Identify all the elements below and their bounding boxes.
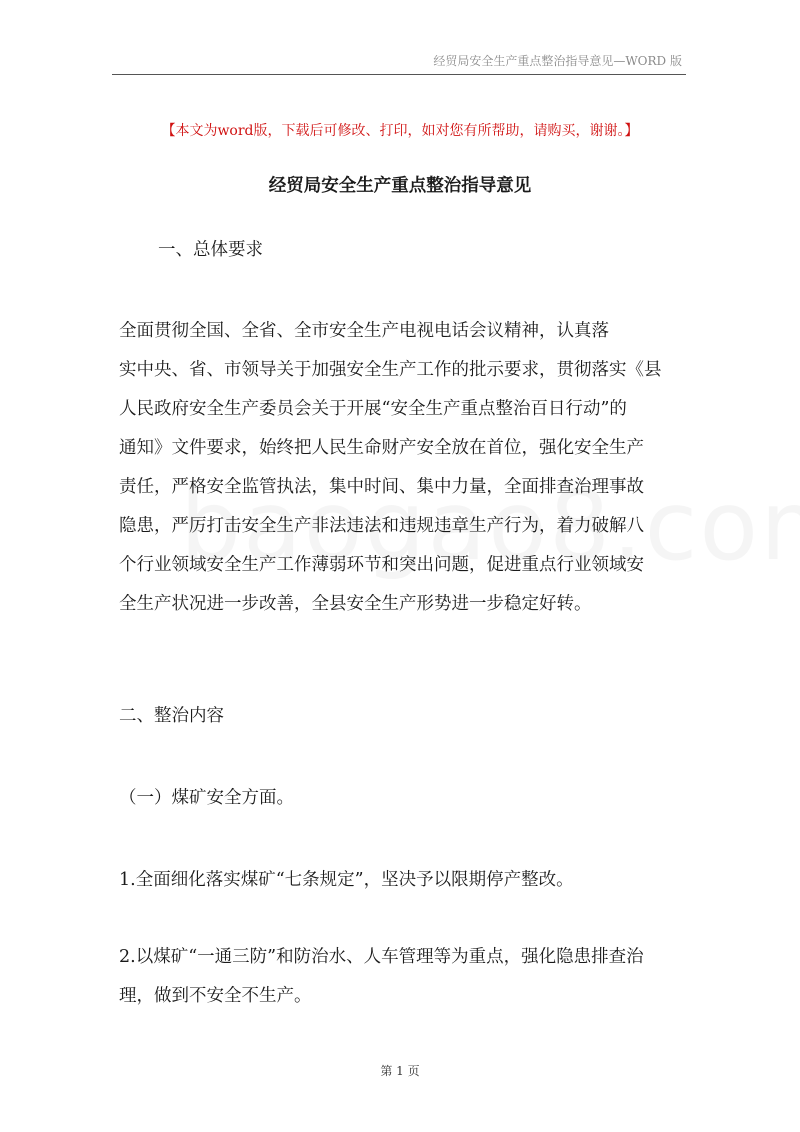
- page-label-prefix: 第: [380, 1064, 393, 1078]
- list-item-2-line: 2.以煤矿“一通三防”和防治水、人车管理等为重点，强化隐患排查治: [119, 947, 644, 967]
- paragraph-line: 全生产状况进一步改善，全县安全生产形势进一步稳定好转。: [119, 594, 592, 614]
- header-divider: [112, 74, 686, 75]
- section-heading-general-requirements: 一、总体要求: [158, 240, 263, 260]
- page-number-footer: [0, 1062, 800, 1079]
- list-item-2-line: 理，做到不安全不生产。: [119, 986, 312, 1006]
- paragraph-line: 全面贯彻全国、全省、全市安全生产电视电话会议精神，认真落: [119, 321, 609, 341]
- paragraph-line: 隐患，严厉打击安全生产非法违法和违规违章生产行为，着力破解八: [119, 516, 644, 536]
- list-item-1: 1.全面细化落实煤矿“七条规定”，坚决予以限期停产整改。: [119, 870, 574, 890]
- purchase-notice: 【本文为word版，下载后可修改、打印，如对您有所帮助，请购买，谢谢。】: [161, 123, 639, 139]
- page-label-suffix: 页: [407, 1064, 420, 1078]
- paragraph-line: 个行业领域安全生产工作薄弱环节和突出问题，促进重点行业领域安: [119, 555, 644, 575]
- general-requirements-paragraph: [119, 312, 684, 624]
- document-title: 经贸局安全生产重点整治指导意见: [268, 176, 532, 196]
- paragraph-line: 实中央、省、市领导关于加强安全生产工作的批示要求，贯彻落实《县: [119, 360, 662, 380]
- subsection-heading-coal-mine-safety: （一）煤矿安全方面。: [119, 788, 294, 808]
- paragraph-line: 人民政府安全生产委员会关于开展“安全生产重点整治百日行动”的: [119, 399, 627, 419]
- paragraph-line: 通知》文件要求，始终把人民生命财产安全放在首位，强化安全生产: [119, 438, 644, 458]
- section-heading-rectification-content: 二、整治内容: [119, 706, 224, 726]
- running-header: 经贸局安全生产重点整治指导意见—WORD 版: [433, 54, 682, 68]
- list-item-2: [119, 938, 684, 1016]
- paragraph-line: 责任，严格安全监管执法，集中时间、集中力量，全面排查治理事故: [119, 477, 644, 497]
- page-number: 1: [396, 1064, 404, 1078]
